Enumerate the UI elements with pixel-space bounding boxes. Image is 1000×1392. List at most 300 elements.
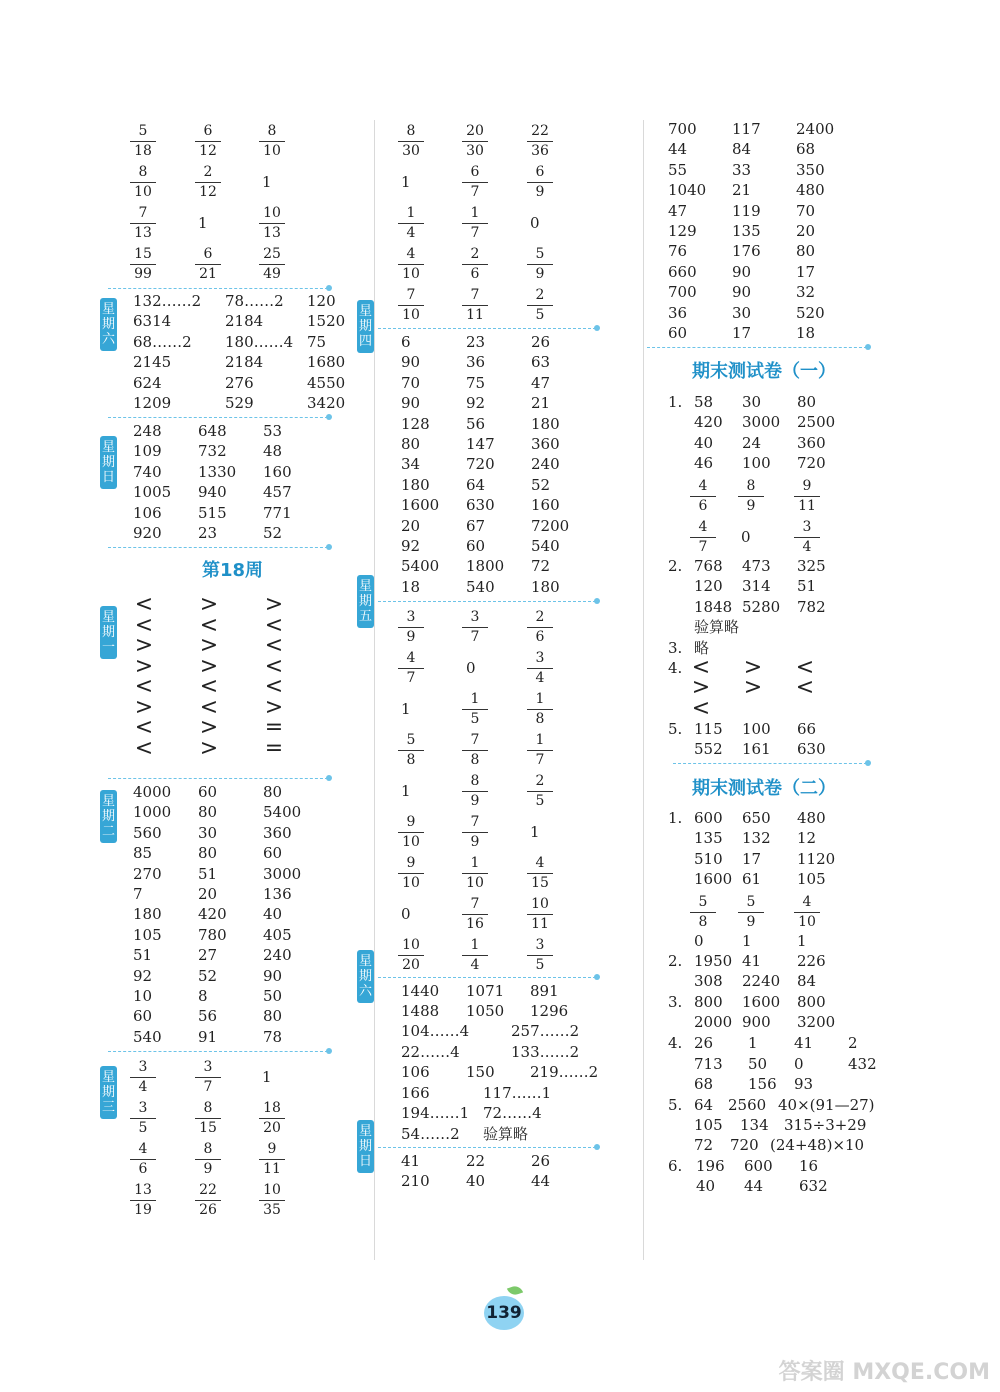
fraction: $\frac{2}{6}$ [462, 245, 488, 284]
fraction: $\frac{6}{21}$ [195, 245, 221, 284]
answer-value: 0 [530, 214, 540, 232]
answer-value: 36 [668, 303, 688, 322]
answer-value: 515 [198, 503, 227, 522]
answer-value: 0 [466, 659, 476, 677]
answer-value: 90 [263, 966, 283, 985]
answer-value: 176 [732, 242, 761, 261]
answer-value: 180……4 [225, 332, 294, 351]
fraction: $\frac{1}{4}$ [398, 204, 424, 243]
answer-value: 2500 [797, 413, 836, 432]
day-tab-saturday: 星期六 [357, 950, 374, 1003]
answer-value: 160 [263, 462, 292, 481]
answer-value: 85 [133, 844, 153, 863]
fraction: $\frac{3}{7}$ [195, 1058, 221, 1097]
answer-value: 248 [133, 422, 162, 440]
answer-value: 3420 [307, 394, 346, 412]
answer-value: 21 [531, 394, 551, 413]
fraction: $\frac{10}{35}$ [259, 1181, 285, 1220]
fraction: $\frac{5}{18}$ [130, 122, 156, 161]
answer-value: 80 [198, 803, 218, 822]
answer-value: 720 [730, 1136, 759, 1154]
answer-value: 1000 [133, 803, 172, 822]
comparison-symbol: < [134, 612, 154, 638]
answer-value: 40 [263, 905, 283, 924]
answer-value: 540 [466, 577, 495, 596]
answer-value: 194……1 [401, 1104, 470, 1122]
answer-value: 5. [668, 720, 683, 738]
answer-value: 1 [262, 173, 272, 191]
answer-value: 90 [401, 353, 421, 372]
answer-value: 56 [466, 414, 486, 433]
answer-value: 51 [198, 864, 218, 883]
comparison-symbol: < [795, 675, 815, 701]
answer-value: 510 [694, 849, 723, 868]
answer-value: 147 [466, 435, 495, 453]
answer-value: 1050 [466, 1002, 505, 1020]
answer-value: 60 [466, 537, 486, 555]
day-tab-sunday: 星期日 [100, 436, 117, 489]
answer-value: 5400 [401, 557, 440, 576]
answer-value: 135 [732, 222, 761, 240]
answer-value: 7 [133, 885, 143, 903]
fraction: $\frac{1}{4}$ [462, 936, 488, 975]
answer-value: 23 [466, 333, 486, 351]
answer-value: 161 [742, 740, 771, 759]
answer-value: 1 [401, 782, 411, 800]
fraction: $\frac{8}{9}$ [462, 772, 488, 811]
answer-value: 540 [133, 1027, 162, 1046]
fraction: $\frac{4}{7}$ [398, 649, 424, 688]
answer-value: 106 [133, 503, 162, 522]
comparison-symbol: < [199, 674, 219, 699]
answer-value: 75 [466, 373, 486, 392]
answer-value: 24 [742, 433, 762, 452]
answer-value: 54……2 [401, 1125, 460, 1143]
fraction: $\frac{8}{10}$ [259, 122, 285, 161]
answer-value: 23 [198, 524, 218, 542]
answer-value: 26 [694, 1034, 714, 1052]
answer-value: 1 [262, 1068, 272, 1086]
answer-value: 1600 [742, 993, 781, 1011]
fraction: $\frac{2}{6}$ [527, 608, 553, 647]
answer-value: 120 [307, 292, 336, 310]
answer-value: 30 [732, 303, 752, 322]
answer-value: 18 [401, 577, 421, 596]
answer-value: 740 [133, 462, 162, 481]
comparison-symbol: > [743, 675, 763, 701]
answer-value: 1 [198, 214, 208, 232]
fraction: $\frac{7}{16}$ [462, 895, 488, 934]
answer-value: 2184 [225, 312, 264, 331]
comparison-symbol: > [134, 653, 154, 679]
answer-value: 27 [198, 946, 218, 965]
comparison-symbol: > [199, 592, 219, 617]
answer-value: 3200 [797, 1013, 836, 1032]
answer-value: 68……2 [133, 332, 192, 351]
answer-value: 630 [797, 740, 826, 759]
comparison-symbol: < [134, 715, 154, 740]
answer-value: 40 [696, 1177, 716, 1196]
comparison-symbol: < [264, 653, 284, 679]
answer-value: 2184 [225, 353, 264, 372]
answer-value: 20 [198, 885, 218, 903]
answer-value: 780 [198, 925, 227, 944]
day-tab-monday: 星期一 [100, 606, 117, 659]
answer-value: 4550 [307, 373, 346, 392]
answer-value: 1071 [466, 982, 505, 1000]
section-separator [378, 977, 596, 978]
answer-value: (24+48)×10 [770, 1136, 865, 1154]
fraction: $\frac{4}{10}$ [398, 245, 424, 284]
fraction: $\frac{2}{5}$ [527, 772, 553, 811]
fraction: $\frac{1}{5}$ [462, 690, 488, 729]
answer-value: 771 [263, 503, 292, 522]
answer-value: 800 [797, 993, 826, 1011]
answer-value: 720 [797, 454, 826, 473]
answer-value: 135 [694, 829, 723, 848]
answer-value: 180 [531, 577, 560, 596]
answer-value: 92 [466, 394, 486, 413]
section-separator [378, 601, 596, 602]
answer-value: 1600 [694, 870, 733, 889]
comparison-symbol: > [134, 633, 154, 658]
answer-value: 180 [401, 475, 430, 494]
comparison-symbol: < [199, 612, 219, 638]
answer-value: 900 [742, 1013, 771, 1032]
answer-value: 768 [694, 557, 723, 575]
answer-value: 64 [466, 475, 486, 494]
answer-value: 1680 [307, 353, 346, 372]
answer-value: 58 [694, 393, 714, 411]
fraction: $\frac{1}{7}$ [527, 731, 553, 770]
answer-value: 1600 [401, 496, 440, 515]
answer-value: 30 [742, 393, 762, 411]
answer-value: 240 [263, 946, 292, 965]
fraction: $\frac{5}{9}$ [738, 893, 764, 932]
answer-value: 100 [742, 720, 771, 738]
answer-value: 136 [263, 885, 292, 903]
comparison-symbol: > [134, 694, 154, 720]
answer-value: 52 [263, 524, 283, 542]
fraction: $\frac{8}{9}$ [195, 1140, 221, 1179]
fraction: $\frac{25}{49}$ [259, 245, 285, 284]
section-separator [378, 1147, 596, 1148]
comparison-symbol: > [264, 592, 284, 617]
fraction: $\frac{3}{4}$ [794, 518, 820, 557]
day-tab-friday: 星期五 [357, 575, 374, 628]
answer-value: 660 [668, 262, 697, 281]
answer-value: 540 [531, 537, 560, 555]
answer-value: 验算略 [483, 1125, 529, 1143]
answer-value: 2000 [694, 1013, 733, 1032]
answer-value: 92 [401, 537, 421, 555]
answer-value: 133……2 [511, 1043, 580, 1061]
answer-value: 52 [531, 475, 551, 494]
fraction: $\frac{7}{11}$ [462, 286, 488, 325]
answer-value: 1 [797, 932, 807, 950]
answer-value: 156 [748, 1075, 777, 1093]
answer-value: 1 [401, 700, 411, 718]
answer-value: 略 [694, 639, 710, 657]
fraction: $\frac{9}{10}$ [398, 813, 424, 852]
answer-value: 2145 [133, 353, 172, 372]
answer-value: 80 [401, 435, 421, 453]
answer-value: 257……2 [511, 1022, 580, 1040]
answer-value: 50 [263, 987, 283, 1005]
answer-value: 119 [732, 201, 761, 220]
answer-value: 920 [133, 524, 162, 542]
answer-value: 1950 [694, 952, 733, 970]
answer-value: 420 [694, 413, 723, 432]
answer-value: 732 [198, 442, 227, 461]
answer-value: 64 [694, 1096, 714, 1114]
fraction: $\frac{4}{6}$ [130, 1140, 156, 1179]
answer-value: 713 [694, 1055, 723, 1073]
answer-value: 432 [848, 1055, 877, 1073]
answer-value: 68 [796, 140, 816, 159]
answer-value: 17 [742, 849, 762, 868]
answer-value: 105 [694, 1116, 723, 1134]
answer-value: 632 [799, 1177, 828, 1196]
answer-value: 1848 [694, 597, 733, 616]
page-number: 139 [484, 1296, 524, 1330]
comparison-symbol: < [264, 633, 284, 658]
answer-value: 1005 [133, 483, 172, 502]
answer-value: 3. [668, 639, 683, 657]
answer-value: 5280 [742, 597, 781, 616]
answer-value: 78 [263, 1027, 283, 1046]
answer-value: 700 [668, 283, 697, 302]
answer-value: 2. [668, 557, 683, 575]
section-separator [108, 547, 328, 548]
answer-value: 68 [694, 1075, 714, 1093]
answer-value: 26 [531, 333, 551, 351]
comparison-symbol: < [134, 592, 154, 617]
answer-value: 72 [694, 1136, 714, 1154]
answer-value: 1 [748, 1034, 758, 1052]
answer-value: 166 [401, 1084, 430, 1102]
answer-value: 480 [797, 809, 826, 827]
answer-value: 17 [732, 324, 752, 342]
answer-value: 457 [263, 483, 292, 502]
answer-value: 75 [307, 332, 327, 351]
fraction: $\frac{18}{20}$ [259, 1099, 285, 1138]
fraction: $\frac{5}{8}$ [690, 893, 716, 932]
fraction: $\frac{9}{11}$ [259, 1140, 285, 1179]
answer-value: 360 [263, 823, 292, 842]
answer-value: 66 [797, 720, 817, 738]
answer-value: 210 [401, 1172, 430, 1191]
answer-value: 106 [401, 1063, 430, 1081]
answer-value: 63 [531, 353, 551, 372]
answer-value: 16 [799, 1157, 819, 1175]
answer-value: 350 [796, 160, 825, 179]
column-divider [374, 120, 375, 1260]
answer-value: 验算略 [694, 618, 740, 636]
answer-value: 800 [694, 993, 723, 1011]
comparison-symbol: < [199, 694, 219, 720]
answer-value: 60 [668, 324, 688, 342]
comparison-symbol: < [134, 735, 154, 761]
answer-value: 134 [740, 1116, 769, 1134]
answer-value: 36 [466, 353, 486, 372]
answer-value: 560 [133, 823, 162, 842]
answer-value: 624 [133, 373, 162, 392]
fraction: $\frac{8}{10}$ [130, 163, 156, 202]
section-separator [378, 328, 596, 329]
answer-value: 129 [668, 222, 697, 240]
fraction: $\frac{10}{11}$ [527, 895, 553, 934]
answer-value: 360 [797, 433, 826, 452]
comparison-symbol: > [743, 655, 763, 680]
answer-value: 4. [668, 659, 683, 677]
fraction: $\frac{10}{13}$ [259, 204, 285, 243]
answer-value: 41 [742, 952, 762, 970]
fraction: $\frac{5}{9}$ [527, 245, 553, 284]
section-separator [647, 347, 867, 348]
answer-value: 180 [133, 905, 162, 924]
answer-value: 891 [530, 982, 559, 1000]
answer-value: 940 [198, 483, 227, 502]
answer-value: 420 [198, 905, 227, 924]
answer-value: 40×(91—27) [778, 1096, 875, 1114]
answer-value: 219……2 [530, 1063, 599, 1081]
answer-value: 529 [225, 394, 254, 412]
fraction: $\frac{7}{10}$ [398, 286, 424, 325]
comparison-symbol: = [264, 715, 284, 740]
fraction: $\frac{15}{99}$ [130, 245, 156, 284]
answer-value: 240 [531, 455, 560, 474]
fraction: $\frac{3}{9}$ [398, 608, 424, 647]
answer-value: 1800 [466, 557, 505, 576]
comparison-symbol: > [691, 675, 711, 701]
answer-value: 91 [198, 1027, 218, 1046]
fraction: $\frac{22}{36}$ [527, 122, 553, 161]
answer-value: 1296 [530, 1002, 569, 1020]
answer-value: 648 [198, 422, 227, 440]
fraction: $\frac{3}{5}$ [527, 936, 553, 975]
answer-value: 105 [797, 870, 826, 889]
answer-value: 700 [668, 120, 697, 138]
answer-value: 180 [531, 414, 560, 433]
fraction: $\frac{7}{13}$ [130, 204, 156, 243]
answer-value: 3000 [263, 864, 302, 883]
answer-value: 78……2 [225, 292, 284, 310]
section-separator [108, 417, 328, 418]
answer-value: 17 [796, 262, 816, 281]
fraction: $\frac{4}{6}$ [690, 477, 716, 516]
answer-value: 270 [133, 864, 162, 883]
answer-value: 1. [668, 393, 683, 411]
fraction: $\frac{9}{11}$ [794, 477, 820, 516]
fraction: $\frac{22}{26}$ [195, 1181, 221, 1220]
answer-value: 76 [668, 242, 688, 261]
answer-value: 4000 [133, 783, 172, 801]
answer-value: 109 [133, 442, 162, 461]
answer-value: 2240 [742, 972, 781, 991]
answer-value: 93 [794, 1075, 814, 1093]
answer-value: 104……4 [401, 1022, 470, 1040]
week-heading: 第18周 [202, 560, 264, 581]
comparison-symbol: < [691, 695, 711, 721]
answer-value: 26 [531, 1152, 551, 1170]
leaf-icon [507, 1284, 523, 1297]
answer-value: 84 [797, 972, 817, 991]
comparison-symbol: = [264, 735, 284, 761]
answer-value: 41 [401, 1152, 421, 1170]
answer-value: 44 [668, 140, 688, 159]
answer-value: 0 [401, 905, 411, 923]
answer-value: 276 [225, 373, 254, 392]
answer-value: 52 [198, 966, 218, 985]
answer-value: 160 [531, 496, 560, 515]
answer-value: 61 [742, 870, 762, 889]
answer-value: 314 [742, 577, 771, 596]
fraction: $\frac{1}{10}$ [462, 854, 488, 893]
answer-value: 53 [263, 422, 283, 440]
comparison-symbol: < [795, 655, 815, 680]
answer-value: 4. [668, 1034, 683, 1052]
comparison-symbol: > [199, 735, 219, 761]
watermark-text: 答案圈 MXQE.COM [778, 1360, 990, 1385]
answer-value: 2 [848, 1034, 858, 1052]
answer-value: 1209 [133, 394, 172, 412]
answer-value: 600 [694, 809, 723, 827]
fraction: $\frac{4}{15}$ [527, 854, 553, 893]
answer-value: 3. [668, 993, 683, 1011]
fraction: $\frac{10}{20}$ [398, 936, 424, 975]
answer-value: 8 [198, 987, 208, 1005]
section-separator [108, 288, 328, 289]
fraction: $\frac{7}{9}$ [462, 813, 488, 852]
answer-value: 51 [133, 946, 153, 965]
answer-value: 600 [744, 1157, 773, 1175]
answer-value: 60 [263, 844, 283, 863]
answer-value: 720 [466, 455, 495, 474]
answer-value: 1120 [797, 849, 836, 868]
answer-value: 92 [133, 966, 153, 985]
answer-value: 18 [796, 324, 816, 342]
day-tab-tuesday: 星期二 [100, 790, 117, 843]
answer-value: 2400 [796, 120, 835, 138]
answer-value: 51 [797, 577, 817, 596]
answer-value: 50 [748, 1055, 768, 1073]
answer-value: 80 [263, 783, 283, 801]
fraction: $\frac{7}{8}$ [462, 731, 488, 770]
comparison-symbol: > [199, 715, 219, 740]
fraction: $\frac{8}{15}$ [195, 1099, 221, 1138]
answer-value: 84 [732, 140, 752, 159]
fraction: $\frac{4}{7}$ [690, 518, 716, 557]
answer-value: 1 [401, 173, 411, 191]
answer-value: 1520 [307, 312, 346, 331]
answer-value: 72……4 [483, 1104, 542, 1122]
answer-value: 480 [796, 181, 825, 200]
answer-value: 48 [263, 442, 283, 461]
comparison-symbol: < [691, 655, 711, 680]
answer-value: 6314 [133, 312, 172, 331]
answer-value: 67 [466, 516, 486, 535]
answer-value: 1 [742, 932, 752, 950]
answer-value: 1 [530, 823, 540, 841]
answer-value: 308 [694, 972, 723, 991]
answer-value: 325 [797, 557, 826, 575]
fraction: $\frac{2}{5}$ [527, 286, 553, 325]
answer-value: 40 [694, 433, 714, 452]
answer-value: 22 [466, 1152, 486, 1170]
answer-value: 6 [401, 333, 411, 351]
answer-value: 2. [668, 952, 683, 970]
